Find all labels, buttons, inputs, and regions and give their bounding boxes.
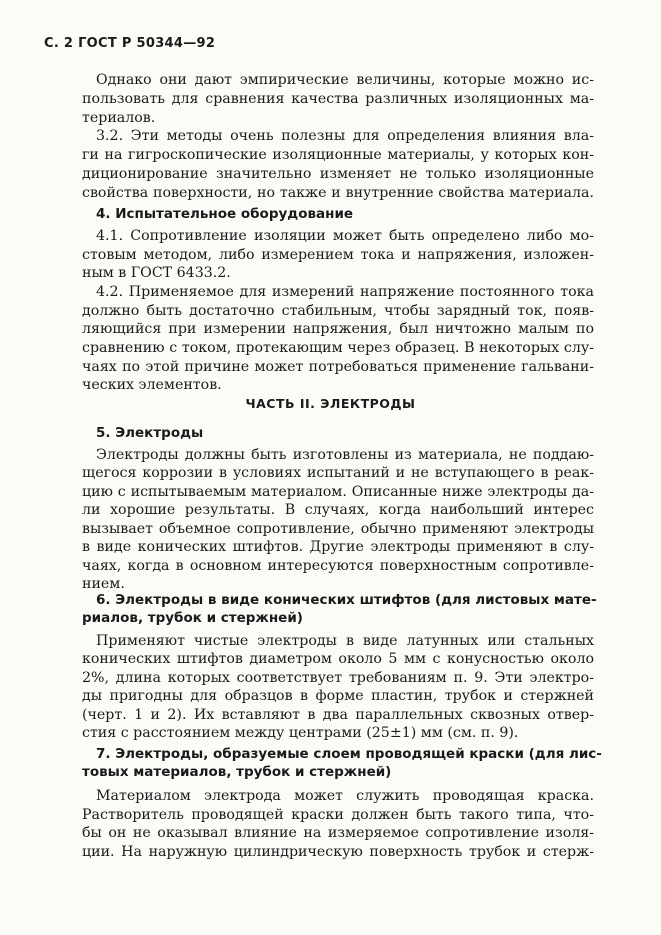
text-line: ли хорошие результаты. В случаях, когда наибольший интерес xyxy=(82,502,594,518)
section-heading: 4. Испытательное оборудование xyxy=(96,206,354,222)
text-line: ги на гигроскопические изоляционные материалы, у которых кон- xyxy=(82,147,594,163)
text-line: 3.2. Эти методы очень полезны для определения влияния вла- xyxy=(96,128,594,144)
section-heading-cont: риалов, трубок и стержней) xyxy=(82,610,303,626)
text-line: пользовать для сравнения качества различных изоляционных ма- xyxy=(82,91,594,107)
text-line: Электроды должны быть изготовлены из материала, не поддаю- xyxy=(96,447,594,463)
text-line: Применяют чистые электроды в виде латунных или стальных xyxy=(96,633,594,649)
text-line: цию с испытываемым материалом. Описанные ниже электроды да- xyxy=(82,484,594,500)
text-line: Растворитель проводящей краски должен быть такого типа, что- xyxy=(82,807,594,823)
text-line: в виде конических штифтов. Другие электроды применяют в слу- xyxy=(82,539,594,555)
text-line: териалов. xyxy=(82,110,156,126)
text-line: конических штифтов диаметром около 5 мм с конусностью около xyxy=(82,651,594,667)
text-line: ды пригодны для образцов в форме пластин, трубок и стержней xyxy=(82,688,594,704)
part-heading: ЧАСТЬ II. ЭЛЕКТРОДЫ xyxy=(245,396,416,411)
text-line: ции. На наружную цилиндрическую поверхность трубок и стерж- xyxy=(82,844,594,860)
text-line: чаях по этой причине может потребоваться применение гальвани- xyxy=(82,359,594,375)
text-line: Материалом электрода может служить проводящая краска. xyxy=(96,788,594,804)
text-line: ческих элементов. xyxy=(82,377,222,393)
text-line: 4.2. Применяемое для измерений напряжение постоянного тока xyxy=(96,284,594,300)
text-line: (черт. 1 и 2). Их вставляют в два параллельных сквозных отвер- xyxy=(82,707,594,723)
text-line: диционирование значительно изменяет не только изоляционные xyxy=(82,166,594,182)
section-heading: 5. Электроды xyxy=(96,425,204,441)
text-line: щегося коррозии в условиях испытаний и не вступающего в реак- xyxy=(82,465,594,481)
section-heading-cont: товых материалов, трубок и стержней) xyxy=(82,764,392,780)
text-line: ляющийся при измерении напряжения, был ничтожно малым по xyxy=(82,321,594,337)
text-line: Однако они дают эмпирические величины, которые можно ис- xyxy=(96,72,594,88)
text-line: должно быть достаточно стабильным, чтобы зарядный ток, появ- xyxy=(82,303,594,319)
text-line: сравнению с током, протекающим через образец. В некоторых слу- xyxy=(82,340,594,356)
text-line: ным в ГОСТ 6433.2. xyxy=(82,265,231,281)
text-line: стия с расстоянием между центрами (25±1) мм (см. п. 9). xyxy=(82,725,519,741)
text-line: 4.1. Сопротивление изоляции может быть определено либо мо- xyxy=(96,228,594,244)
text-line: вызывает объемное сопротивление, обычно применяют электроды xyxy=(82,521,594,537)
text-line: нием. xyxy=(82,576,125,592)
section-heading: 7. Электроды, образуемые слоем проводящей краски (для лис- xyxy=(96,746,602,762)
text-line: 2%, длина которых соответствует требованиям п. 9. Эти электро- xyxy=(82,670,594,686)
text-line: свойства поверхности, но также и внутренние свойства материала. xyxy=(82,185,594,201)
section-heading: 6. Электроды в виде конических штифтов (для листовых мате- xyxy=(96,592,597,608)
text-line: чаях, когда в основном интересуются поверхностным сопротивле- xyxy=(82,558,594,574)
text-line: стовым методом, либо измерением тока и напряжения, изложен- xyxy=(82,247,594,263)
page-header: С. 2 ГОСТ Р 50344—92 xyxy=(44,36,216,51)
text-line: бы он не оказывал влияние на измеряемое сопротивление изоля- xyxy=(82,825,594,841)
